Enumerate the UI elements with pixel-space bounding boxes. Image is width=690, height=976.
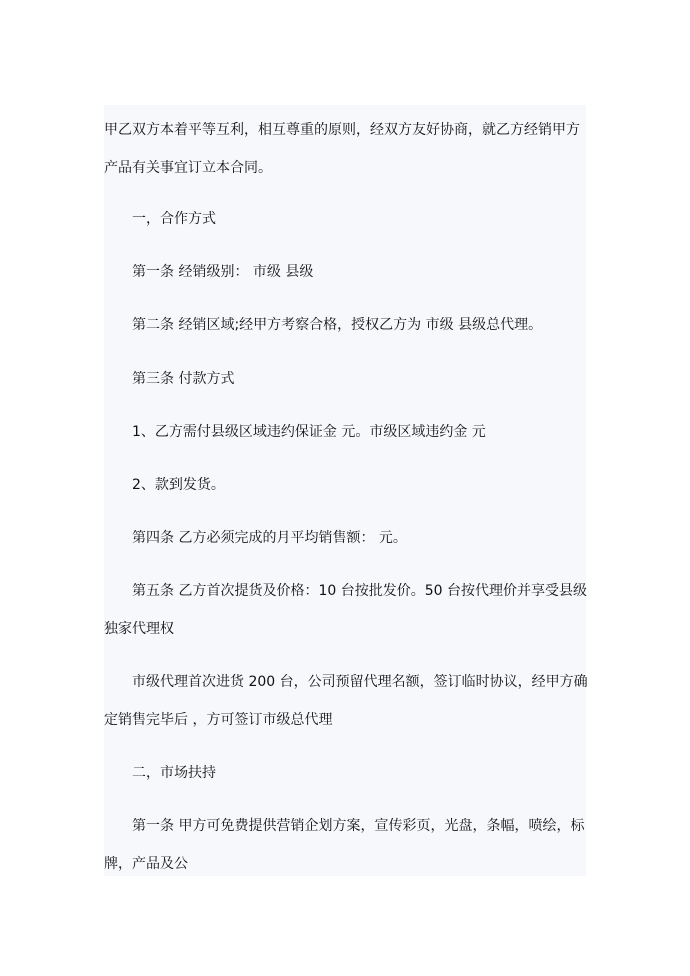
- support-clause-1: [104, 807, 586, 883]
- clause-3-item-2: [104, 466, 586, 504]
- paragraph-line: 二，市场扶持: [132, 765, 216, 781]
- paragraph-line: 牌，产品及公: [104, 856, 188, 872]
- paragraph-line: 产品有关事宜订立本合同。: [104, 160, 272, 176]
- paragraph-line: 甲乙双方本着平等互利，相互尊重的原则，经双方友好协商，就乙方经销甲方: [104, 122, 580, 138]
- clause-5: [104, 572, 586, 648]
- paragraph-line: 定销售完毕后 ，方可签订市级总代理: [104, 712, 333, 728]
- paragraph-line: 第四条 乙方必须完成的月平均销售额： 元。: [132, 530, 407, 546]
- paragraph-intro: [104, 111, 586, 187]
- paragraph-line: 第三条 付款方式: [132, 371, 235, 387]
- paragraph-line: 第一条 经销级别： 市级 县级: [132, 264, 314, 280]
- paragraph-line: 市级代理首次进货 200 台，公司预留代理名额，签订临时协议，经甲方确: [132, 674, 588, 690]
- paragraph-line: 2、款到发货。: [132, 477, 225, 493]
- clause-1: [104, 253, 586, 291]
- section-heading-cooperation: [104, 200, 586, 238]
- clause-3: [104, 360, 586, 398]
- section-heading-market-support: [104, 754, 586, 792]
- clause-4: [104, 519, 586, 557]
- clause-2: [104, 306, 586, 344]
- contract-text-block: [104, 105, 586, 876]
- paragraph-line: 第一条 甲方可免费提供营销企划方案，宣传彩页，光盘，条幅，喷绘，标: [132, 818, 585, 834]
- paragraph-line: 独家代理权: [104, 621, 174, 637]
- paragraph-line: 1、乙方需付县级区域违约保证金 元。市级区域违约金 元: [132, 424, 486, 440]
- paragraph-line: 一，合作方式: [132, 211, 216, 227]
- paragraph-line: 第二条 经销区域;经甲方考察合格，授权乙方为 市级 县级总代理。: [132, 317, 543, 333]
- paragraph-line: 第五条 乙方首次提货及价格：10 台按批发价。50 台按代理价并享受县级: [132, 583, 587, 599]
- clause-3-item-1: [104, 413, 586, 451]
- city-agent-paragraph: [104, 663, 586, 739]
